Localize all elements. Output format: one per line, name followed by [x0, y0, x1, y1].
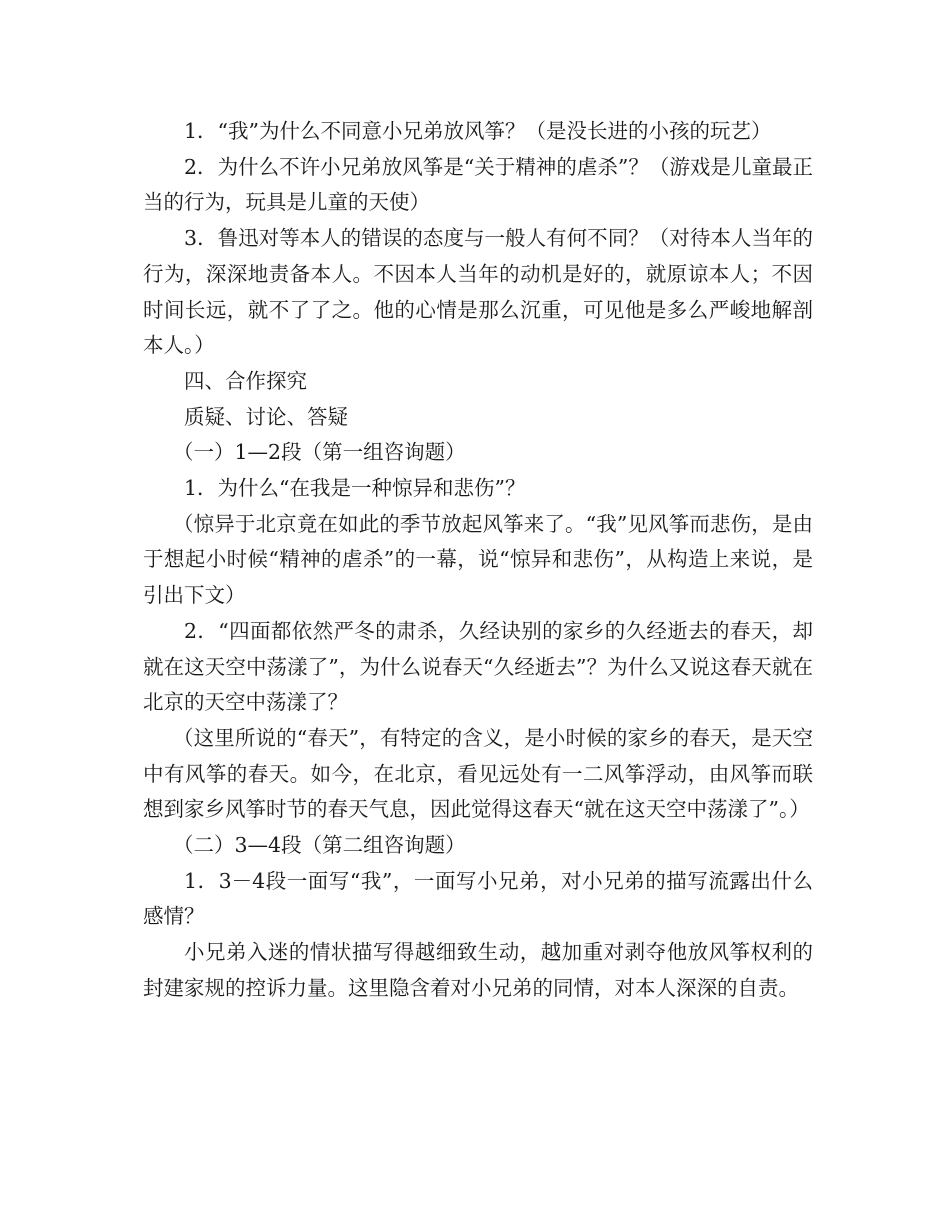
question-1-paragraph: 1．“我”为什么不同意小兄弟放风筝？（是没长进的小孩的玩艺） — [184, 119, 772, 143]
part-one-answer-1: （惊异于北京竟在如此的季节放起风筝来了。“我”见风筝而悲伤，是由于想起小时候“精神的虐杀”的一幕，说“惊异和悲伤”，从构造上来说，是引出下文） — [143, 511, 813, 608]
part-two-answer-1: 小兄弟入迷的情状描写得越细致生动，越加重对剥夺他放风筝权利的封建家规的控诉力量。这里隐含着对小兄弟的同情，对本人深深的自责。 — [143, 940, 813, 1000]
part-one-heading: （一）1—2段（第一组咨询题） — [173, 440, 466, 465]
part-one-question-1: 1．为什么“在我是一种惊异和悲伤”？ — [184, 476, 526, 501]
document-body — [143, 114, 813, 1007]
section-heading-cooperation: 四、合作探究 — [184, 368, 307, 393]
part-one-answer-2: （这里所说的“春天”，有特定的含义，是小时候的家乡的春天，是天空中有风筝的春天。如今，在北京，看见远处有一二风筝浮动，由风筝而联想到家乡风筝时节的春天气息，因此觉得这春天“就在这天空中荡漾了”。） — [143, 725, 813, 822]
part-one-question-2: 2．“四面都依然严冬的肃杀，久经诀别的家乡的久经逝去的春天，却就在这天空中荡漾了”，为什么说春天“久经逝去”？为什么又说这春天就在北京的天空中荡漾了？ — [143, 618, 813, 715]
section-subheading: 质疑、讨论、答疑 — [184, 404, 348, 429]
question-3-paragraph: 3．鲁迅对等本人的错误的态度与一般人有何不同？（对待本人当年的行为，深深地责备本人。不因本人当年的动机是好的，就原谅本人；不因时间长远，就不了了之。他的心情是那么沉重，可见他是多么严峻地解剖本人。） — [143, 226, 813, 358]
question-2-paragraph: 2．为什么不许小兄弟放风筝是“关于精神的虐杀”？（游戏是儿童最正当的行为，玩具是儿童的天使） — [143, 154, 813, 215]
part-two-question-1: 1．3－4段一面写“我”，一面写小兄弟，对小兄弟的描写流露出什么感情？ — [143, 868, 813, 929]
part-two-heading: （二）3—4段（第二组咨询题） — [173, 833, 466, 858]
